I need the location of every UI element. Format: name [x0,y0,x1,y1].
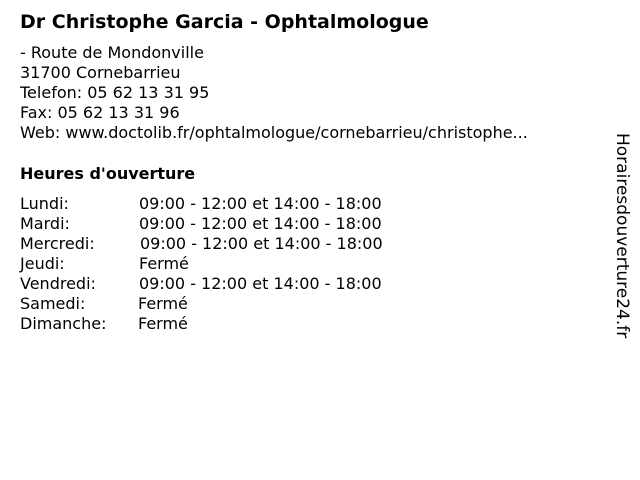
day-hours: 09:00 - 12:00 et 14:00 - 18:00 [139,194,382,213]
day-hours: Fermé [138,294,188,313]
fax-number: Fax: 05 62 13 31 96 [20,103,180,122]
site-brand-vertical: Horairesdouverture24.fr [612,133,632,339]
opening-hours-heading: Heures d'ouverture [20,164,196,183]
phone-number: Telefon: 05 62 13 31 95 [20,83,210,102]
day-label: Lundi: [20,194,69,213]
address-city: 31700 Cornebarrieu [20,63,181,82]
day-hours: 09:00 - 12:00 et 14:00 - 18:00 [140,234,383,253]
day-label: Mercredi: [20,234,95,253]
day-hours: 09:00 - 12:00 et 14:00 - 18:00 [139,274,382,293]
day-label: Vendredi: [20,274,96,293]
page-title: Dr Christophe Garcia - Ophtalmologue [20,11,429,33]
day-label: Jeudi: [20,254,65,273]
day-hours: Fermé [138,314,188,333]
day-label: Mardi: [20,214,70,233]
day-hours: 09:00 - 12:00 et 14:00 - 18:00 [139,214,382,233]
day-hours: Fermé [139,254,189,273]
day-label: Samedi: [20,294,86,313]
website-link[interactable]: Web: www.doctolib.fr/ophtalmologue/cornebarrieu/christophe... [20,123,528,142]
address-street: - Route de Mondonville [20,43,204,62]
day-label: Dimanche: [20,314,107,333]
contact-info [20,43,528,143]
